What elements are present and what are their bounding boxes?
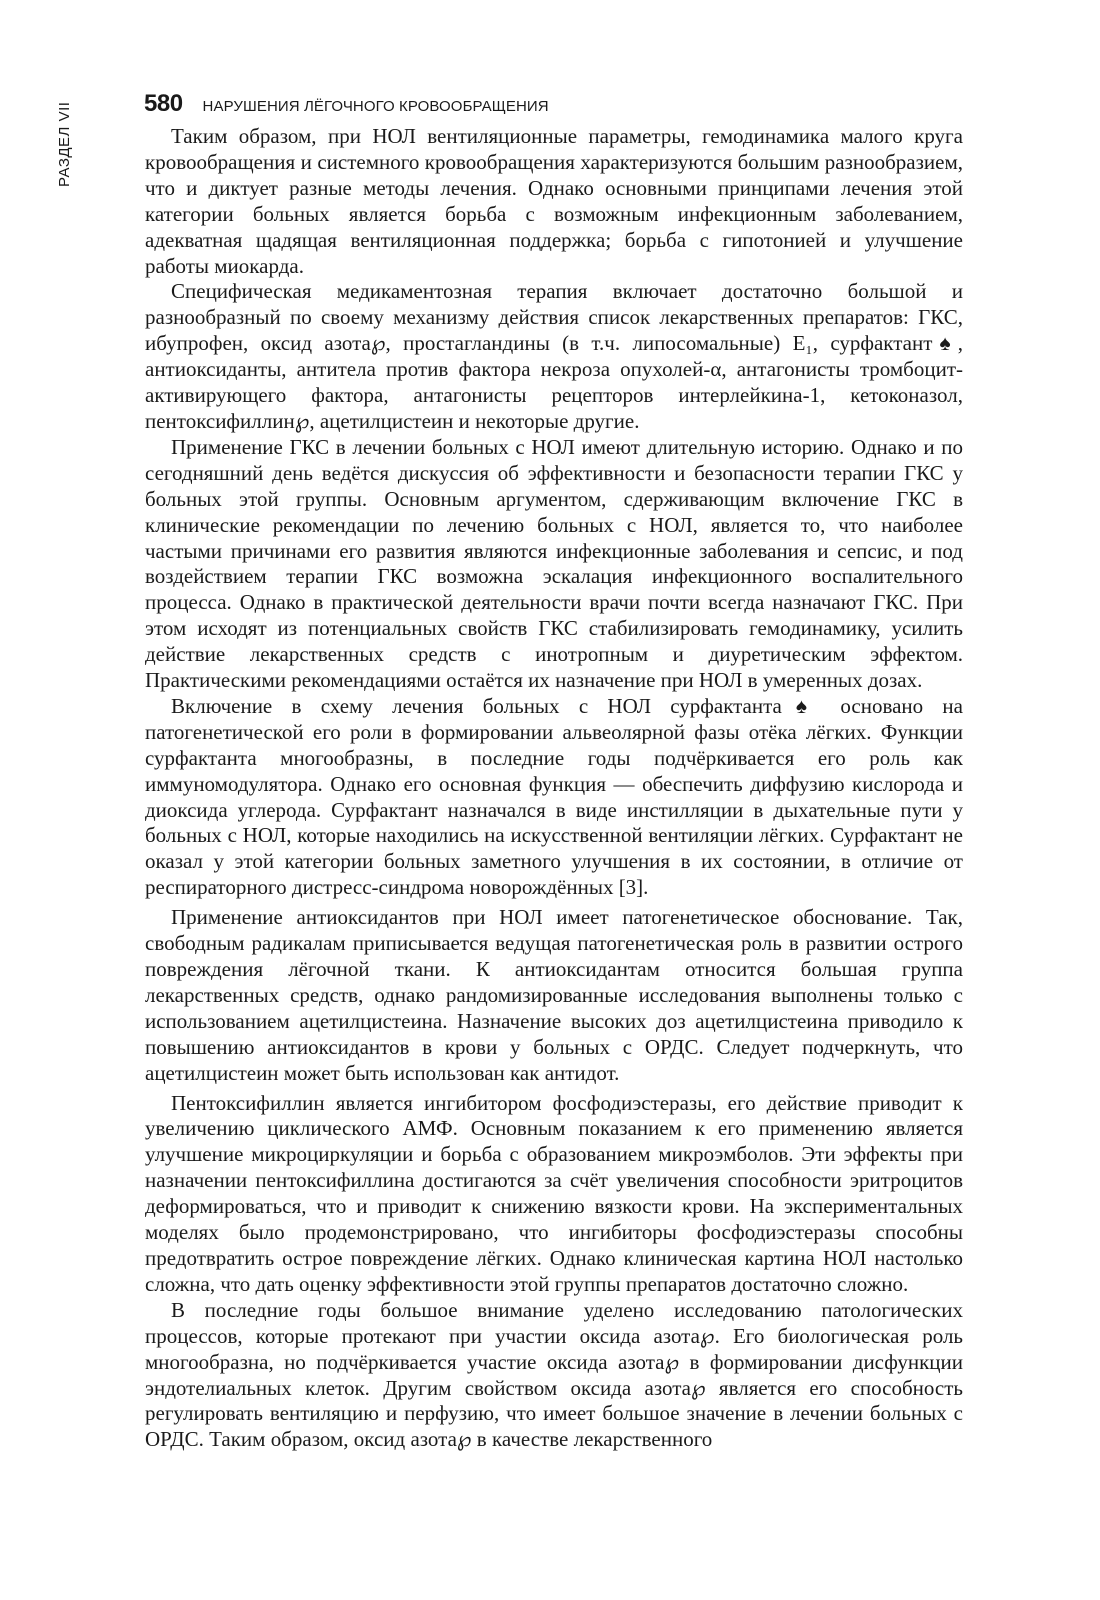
running-title: НАРУШЕНИЯ ЛЁГОЧНОГО КРОВООБРАЩЕНИЯ bbox=[202, 98, 549, 115]
section-label: РАЗДЕЛ VII bbox=[56, 101, 73, 187]
page-number: 580 bbox=[144, 90, 183, 117]
paragraph: Применение антиоксидантов при НОЛ имеет патогенетическое обоснование. Так, свободным радикалам приписывается ведущая патогенетическая роль в развитии острого повреждения лёгочной ткани. К антиоксидантам относится большая группа лекарственных средств, однако рандомизированные исследования выполнены только с использованием ацетилцистеина. Назначение высоких доз ацетилцистеина приводило к повышению антиоксидантов в крови у больных с ОРДС. Следует подчеркнуть, что ацетилцистеин может быть использован как антидот. bbox=[145, 905, 963, 1085]
paragraph: Применение ГКС в лечении больных с НОЛ имеют длительную историю. Однако и по сегодняшний день ведётся дискуссия об эффективности и безопасности терапии ГКС у больных этой группы. Основным аргументом, сдерживающим включение ГКС в клинические рекомендации по лечению больных с НОЛ, является то, что наиболее частыми причинами его развития являются инфекционные заболевания и сепсис, и под воздействием терапии ГКС возможна эскалация инфекционного воспалительного процесса. Однако в практической деятельности врачи почти всегда назначают ГКС. При этом исходят из потенциальных свойств ГКС стабилизировать гемодинамику, усилить действие лекарственных средств с инотропным и диуретическим эффектом. Практическими рекомендациями остаётся их назначение при НОЛ в умеренных дозах. bbox=[145, 434, 963, 693]
paragraph: Специфическая медикаментозная терапия включает достаточно большой и разнообразный по своему механизму действия список лекарственных препаратов: ГКС, ибупрофен, оксид азота℘, простагландины (в т.ч. липосомальные) E₁, сурфактант♠, антиоксиданты, антитела против фактора некроза опухолей-α, антагонисты тромбоцит-активирующего фактора, антагонисты рецепторов интерлейкина-1, кетоконазол, пентоксифиллин℘, ацетилцистеин и некоторые другие. bbox=[145, 279, 963, 433]
paragraph: В последние годы большое внимание уделено исследованию патологических процессов, которые протекают при участии оксида азота℘. Его биологическая роль многообразна, но подчёркивается участие оксида азота℘ в формировании дисфункции эндотелиальных клеток. Другим свойством оксида азота℘ является его способность регулировать вентиляцию и перфузию, что имеет большое значение в лечении больных с ОРДС. Таким образом, оксид азота℘ в качестве лекарственного bbox=[145, 1297, 963, 1452]
page-header bbox=[144, 90, 964, 118]
body-text bbox=[145, 124, 963, 1453]
paragraph: Пентоксифиллин является ингибитором фосфодиэстеразы, его действие приводит к увеличению циклического АМФ. Основным показанием к его применению является улучшение микроциркуляции и борьба с образованием микроэмболов. Эти эффекты при назначении пентоксифиллина достигаются за счёт увеличения способности эритроцитов деформироваться, что и приводит к снижению вязкости крови. На экспериментальных моделях было продемонстрировано, что ингибиторы фосфодиэстеразы способны предотвратить острое повреждение лёгких. Однако клиническая картина НОЛ настолько сложна, что дать оценку эффективности этой группы препаратов достаточно сложно. bbox=[145, 1090, 963, 1296]
paragraph: Таким образом, при НОЛ вентиляционные параметры, гемодинамика малого круга кровообращения и системного кровообращения характеризуются большим разнообразием, что и диктует разные методы лечения. Однако основными принципами лечения этой категории больных является борьба с возможным инфекционным заболеванием, адекватная щадящая вентиляционная поддержка; борьба с гипотонией и улучшение работы миокарда. bbox=[145, 124, 963, 278]
paragraph: Включение в схему лечения больных с НОЛ сурфактанта♠ основано на патогенетической его роли в формировании альвеолярной фазы отёка лёгких. Функции сурфактанта многообразны, в последние годы подчёркивается его роль как иммуномодулятора. Однако его основная функция — обеспечить диффузию кислорода и диоксида углерода. Сурфактант назначался в виде инстилляции в дыхательные пути у больных с НОЛ, которые находились на искусственной вентиляции лёгких. Сурфактант не оказал у этой категории больных заметного улучшения в их состоянии, в отличие от респираторного дистресс-синдрома новорождённых [3]. bbox=[145, 693, 963, 900]
